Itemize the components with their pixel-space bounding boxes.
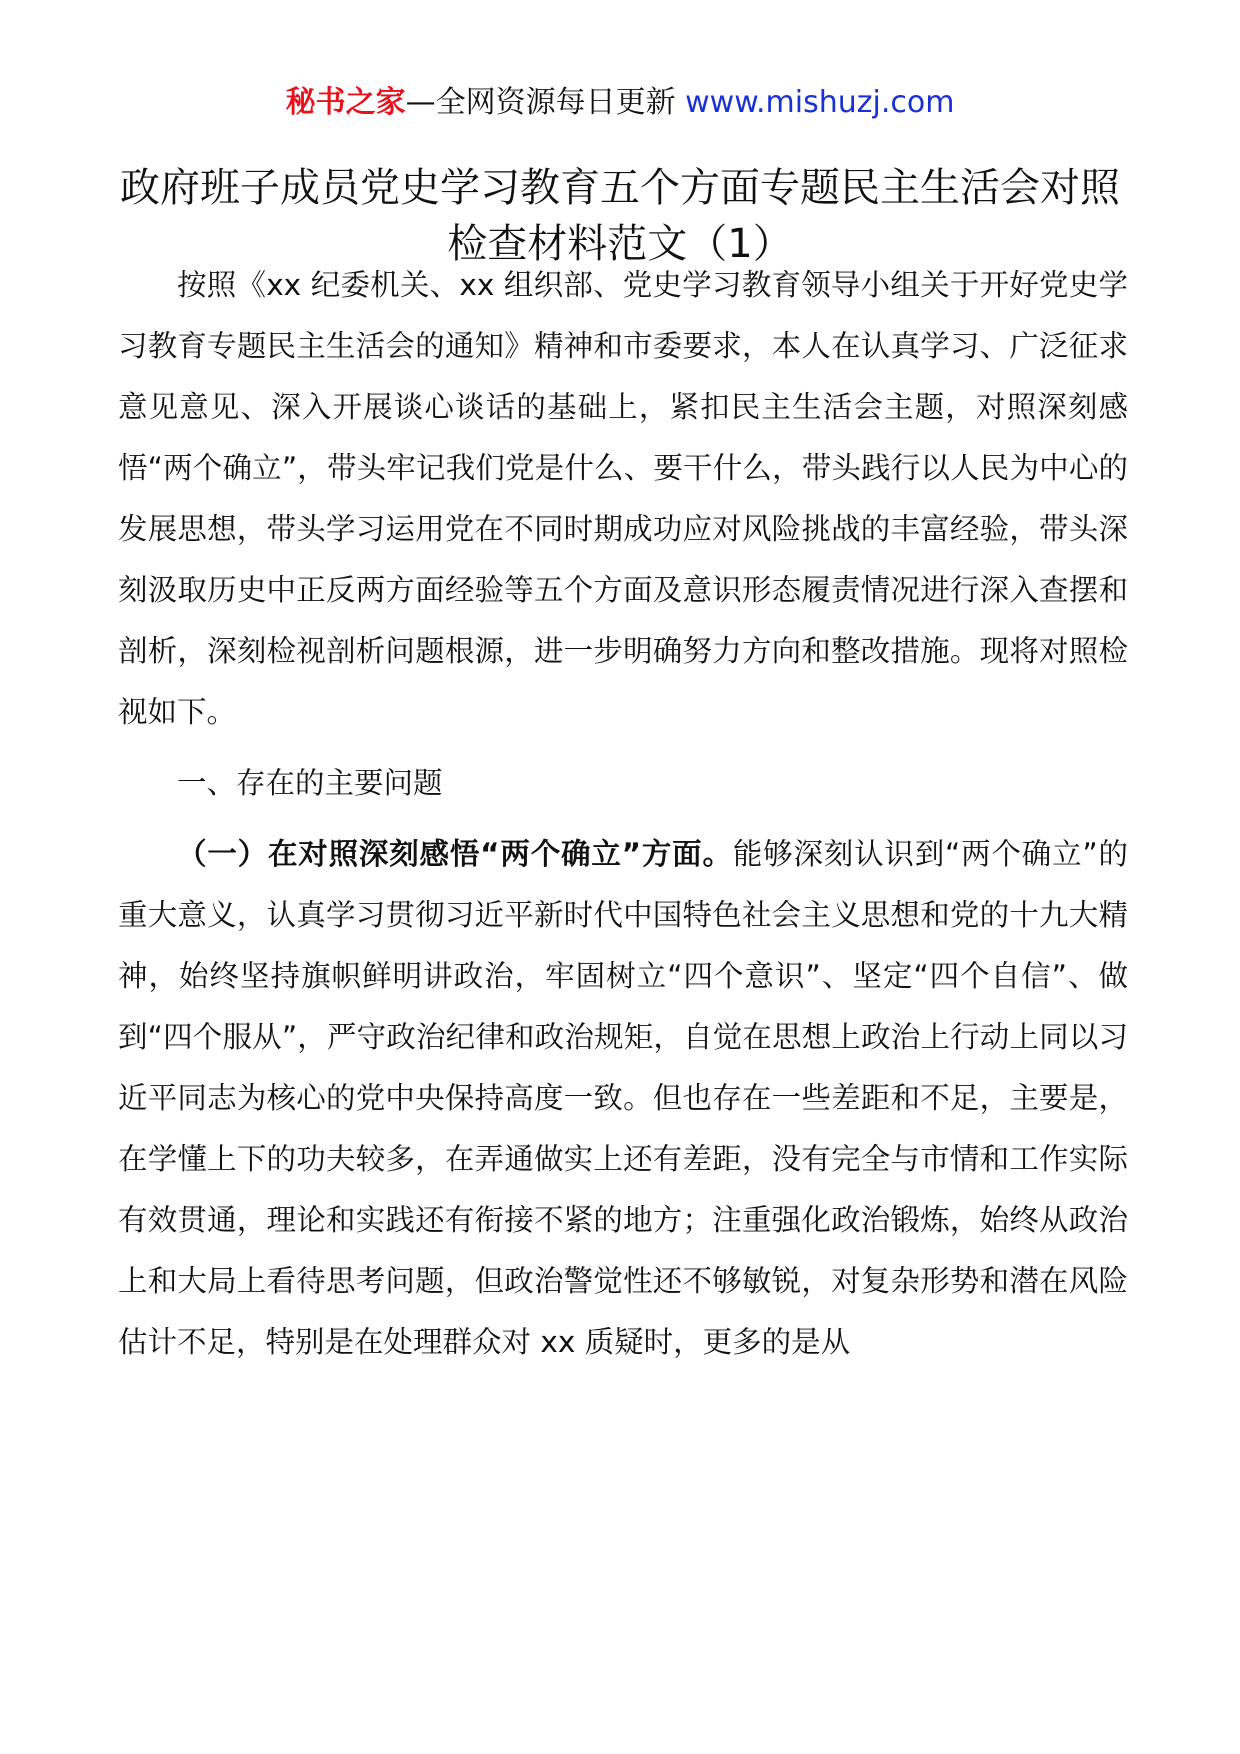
document-title: 政府班子成员党史学习教育五个方面专题民主生活会对照检查材料范文（1） — [120, 165, 1120, 267]
site-url-link[interactable]: www.mishuzj.com — [685, 85, 955, 120]
subsection-title: （一）在对照深刻感悟“两个确立”方面。 — [177, 837, 733, 871]
header-slogan: —全网资源每日更新 — [405, 85, 686, 120]
intro-paragraph: 按照《xx 纪委机关、xx 组织部、党史学习教育领导小组关于开好党史学习教育专题民主生活会的通知》精神和市委要求，本人在认真学习、广泛征求意见意见、深入开展谈心谈话的基础上，紧扣民主生活会主题，对照深刻感悟“两个确立”，带头牢记我们党是什么、要干什么，带头践行以人民为中心的发展思想，带头学习运用党在不同时期成功应对风险挑战的丰富经验，带头深刻汲取历史中正反两方面经验等五个方面及意识形态履责情况进行深入查摆和剖析，深刻检视剖析问题根源，进一步明确努力方向和整改措施。现将对照检视如下。 — [118, 268, 1128, 729]
subsection-text: 能够深刻认识到“两个确立”的重大意义，认真学习贯彻习近平新时代中国特色社会主义思想和党的十九大精神，始终坚持旗帜鲜明讲政治，牢固树立“四个意识”、坚定“四个自信”、做到“四个服从”，严守政治纪律和政治规矩，自觉在思想上政治上行动上同以习近平同志为核心的党中央保持高度一致。但也存在一些差距和不足，主要是，在学懂上下的功夫较多，在弄通做实上还有差距，没有完全与市情和工作实际有效贯通，理论和实践还有衔接不紧的地方；注重强化政治锻炼，始终从政治上和大局上看待思考问题，但政治警觉性还不够敏锐，对复杂形势和潜在风险估计不足，特别是在处理群众对 xx 质疑时，更多的是从 — [118, 837, 1128, 1359]
document-body — [118, 255, 1128, 1373]
subsection-paragraph — [118, 824, 1128, 1373]
section-heading: 一、存在的主要问题 — [177, 766, 443, 800]
site-header — [0, 83, 1240, 123]
brand-name: 秘书之家 — [285, 85, 406, 120]
